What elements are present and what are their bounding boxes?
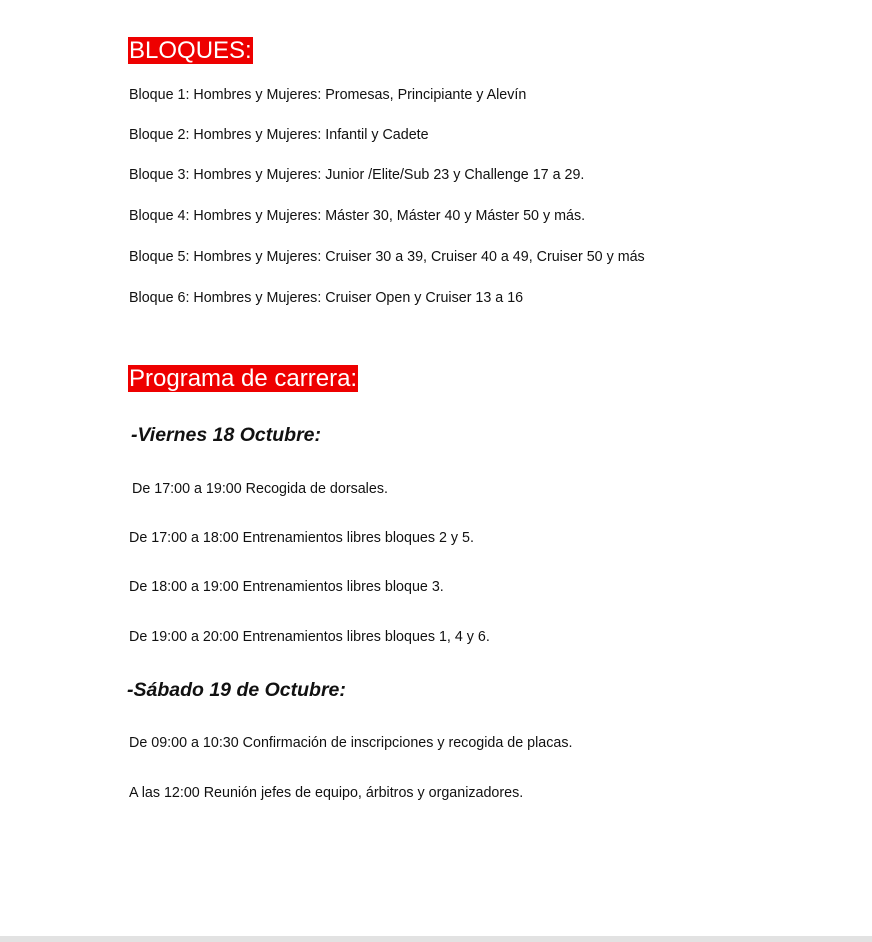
bloque-item: Bloque 3: Hombres y Mujeres: Junior /Elite/Sub 23 y Challenge 17 a 29.: [129, 167, 585, 183]
day-title-viernes: -Viernes 18 Octubre:: [131, 424, 322, 446]
event-item: De 18:00 a 19:00 Entrenamientos libres bloque 3.: [129, 579, 444, 595]
day-title-sabado: -Sábado 19 de Octubre:: [127, 679, 346, 701]
event-item: De 19:00 a 20:00 Entrenamientos libres bloques 1, 4 y 6.: [129, 629, 490, 645]
bloque-item: Bloque 6: Hombres y Mujeres: Cruiser Open y Cruiser 13 a 16: [129, 290, 524, 306]
programa-heading: Programa de carrera:: [129, 365, 358, 392]
bloque-item: Bloque 1: Hombres y Mujeres: Promesas, Principiante y Alevín: [129, 87, 527, 103]
bloque-item: Bloque 5: Hombres y Mujeres: Cruiser 30 a 39, Cruiser 40 a 49, Cruiser 50 y más: [129, 249, 645, 265]
bloque-item: Bloque 4: Hombres y Mujeres: Máster 30, Máster 40 y Máster 50 y más.: [129, 208, 586, 224]
page-bottom-edge: [0, 936, 872, 942]
event-item: De 17:00 a 18:00 Entrenamientos libres bloques 2 y 5.: [129, 530, 474, 546]
event-item: De 17:00 a 19:00 Recogida de dorsales.: [132, 481, 388, 497]
bloques-heading: BLOQUES:: [129, 37, 252, 64]
event-item: De 09:00 a 10:30 Confirmación de inscripciones y recogida de placas.: [129, 735, 573, 751]
event-item: A las 12:00 Reunión jefes de equipo, árbitros y organizadores.: [129, 785, 524, 801]
bloque-item: Bloque 2: Hombres y Mujeres: Infantil y Cadete: [129, 127, 429, 143]
